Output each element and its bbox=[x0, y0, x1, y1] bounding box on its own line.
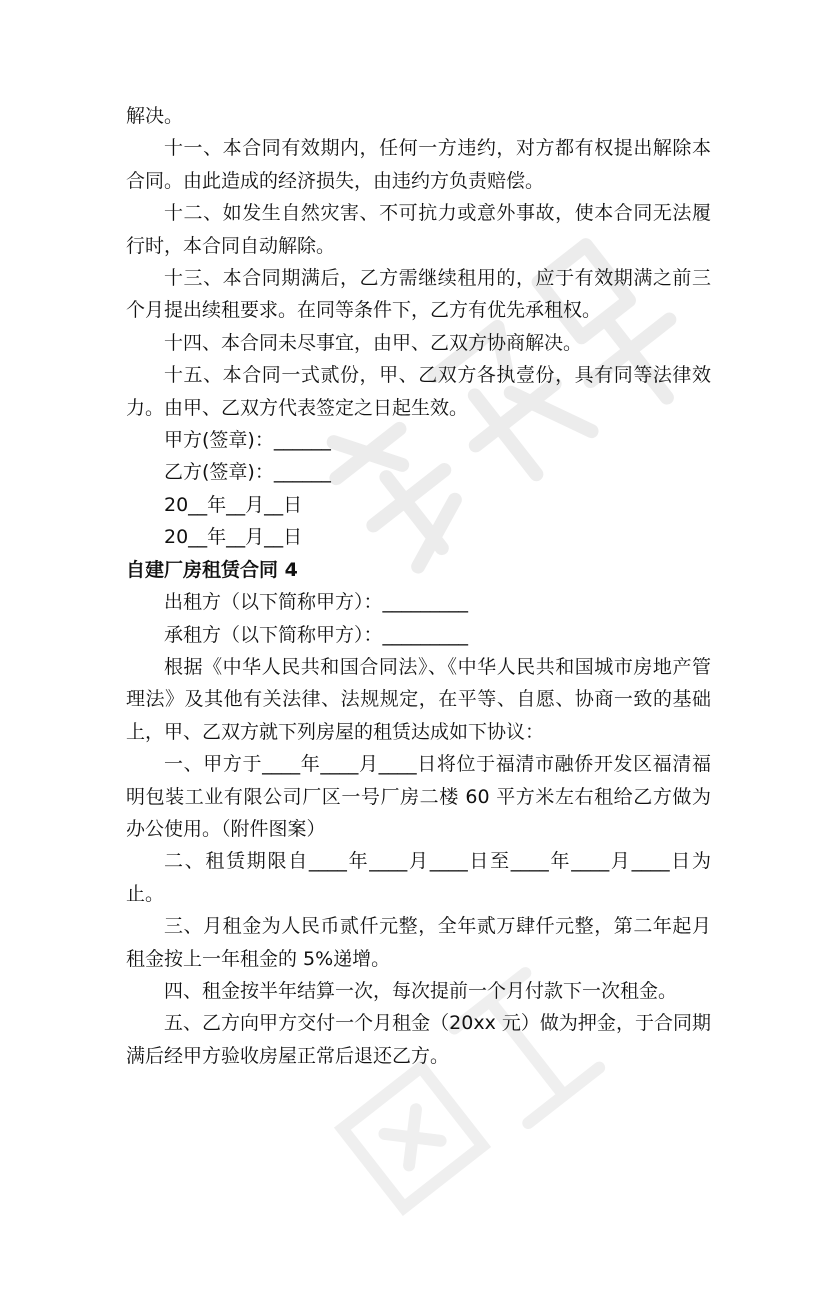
lessee-line: 承租方（以下简称甲方）：_________ bbox=[164, 623, 469, 646]
party-a-signature: 甲方(签章)：______ bbox=[164, 429, 331, 452]
paragraph-continuation: 解决。 bbox=[126, 105, 184, 127]
clause-4: 四、租金按半年结算一次，每次提前一个月付款下一次租金。 bbox=[164, 979, 678, 1002]
clause-1: 一、甲方于____年____月____日将位于福清市融侨开发区福清福明包装工业有限公司厂区一号厂房二楼 60 平方米左右租给乙方做为办公使用。（附件图案） bbox=[126, 753, 711, 840]
clause-13: 十三、本合同期满后，乙方需继续租用的，应于有效期满之前三个月提出续租要求。在同等条件下，乙方有优先承租权。 bbox=[126, 267, 711, 322]
lessor-line: 出租方（以下简称甲方）：_________ bbox=[164, 591, 469, 614]
document-body bbox=[126, 100, 711, 1072]
clause-2: 二、租赁期限自____年____月____日至____年____月____日为止。 bbox=[126, 850, 711, 905]
clause-15: 十五、本合同一式贰份，甲、乙双方各执壹份，具有同等法律效力。由甲、乙双方代表签定之日起生效。 bbox=[126, 364, 711, 419]
section-heading: 自建厂房租赁合同 4 bbox=[126, 558, 298, 581]
party-b-signature: 乙方(签章)：______ bbox=[164, 461, 331, 484]
preamble: 根据《中华人民共和国合同法》、《中华人民共和国城市房地产管理法》及其他有关法律、法规规定，在平等、自愿、协商一致的基础上，甲、乙双方就下列房屋的租赁达成如下协议： bbox=[126, 655, 711, 743]
clause-12: 十二、如发生自然灾害、不可抗力或意外事故，使本合同无法履行时，本合同自动解除。 bbox=[126, 202, 711, 257]
date-line-2: 20__年__月__日 bbox=[164, 526, 303, 549]
clause-14: 十四、本合同未尽事宜，由甲、乙双方协商解决。 bbox=[164, 331, 583, 354]
clause-11: 十一、本合同有效期内，任何一方违约，对方都有权提出解除本合同。由此造成的经济损失，由违约方负责赔偿。 bbox=[126, 137, 711, 192]
clause-5: 五、乙方向甲方交付一个月租金（20xx 元）做为押金，于合同期满后经甲方验收房屋正常后退还乙方。 bbox=[126, 1012, 711, 1067]
date-line-1: 20__年__月__日 bbox=[164, 493, 303, 516]
clause-3: 三、月租金为人民币贰仟元整，全年贰万肆仟元整，第二年起月租金按上一年租金的 5%递增。 bbox=[126, 915, 711, 970]
